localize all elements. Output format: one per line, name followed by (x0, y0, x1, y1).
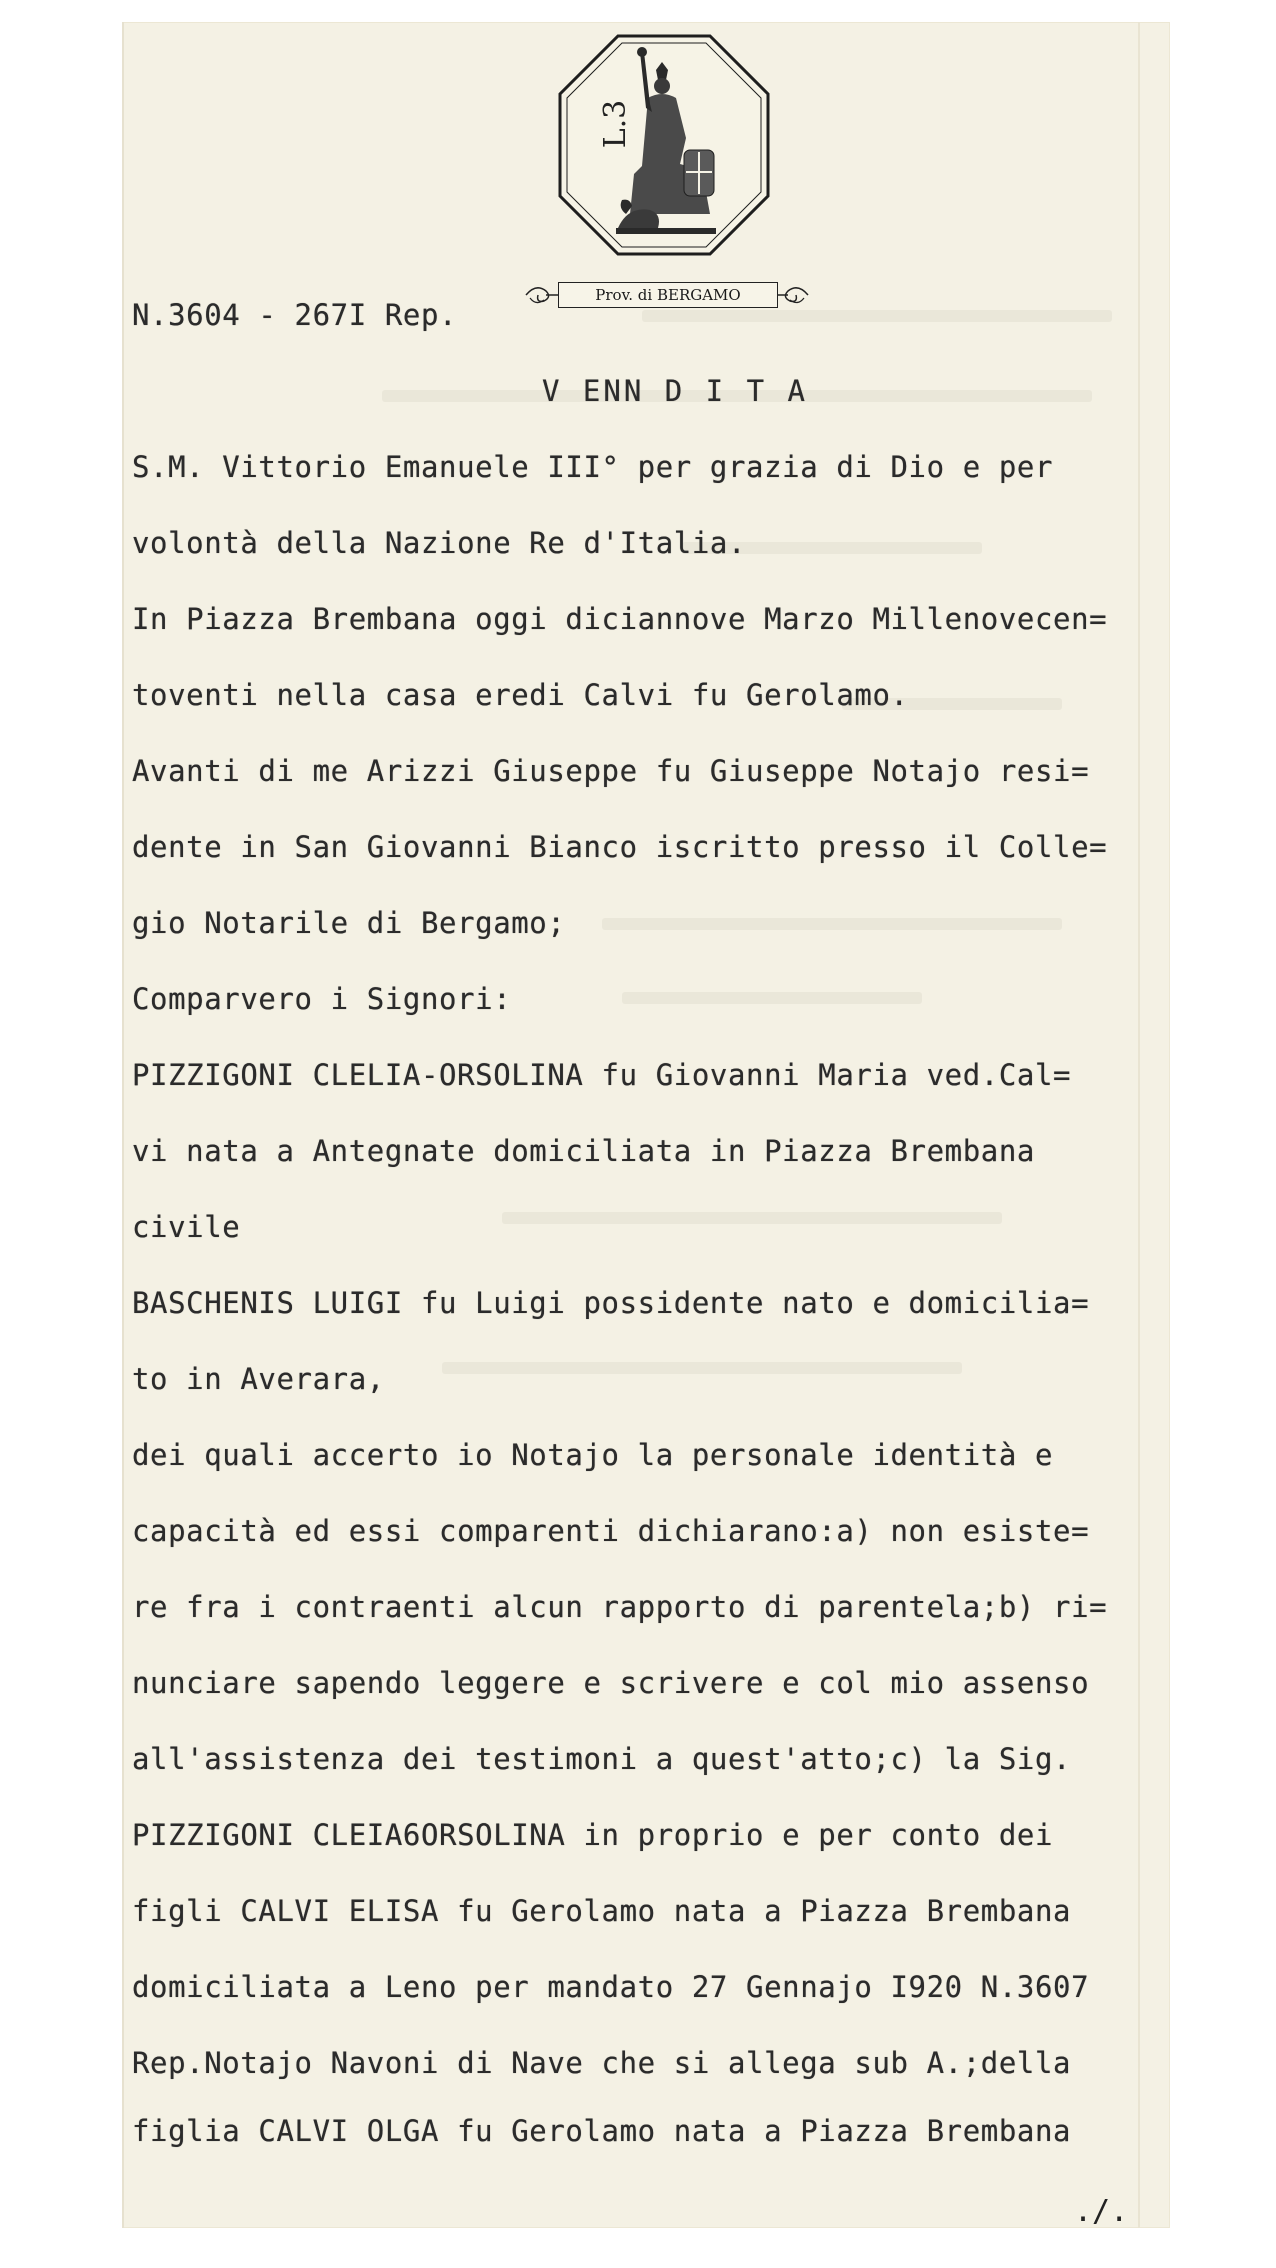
text-line: capacità ed essi comparenti dichiarano:a) non esiste= (132, 1514, 1090, 1548)
text-line: gio Notarile di Bergamo; (132, 906, 566, 940)
text-line: figli CALVI ELISA fu Gerolamo nata a Piazza Brembana (132, 1894, 1072, 1928)
bleed-through-mark (502, 1212, 1002, 1224)
stamp-denomination: L.3 (598, 99, 633, 149)
right-margin-line (1138, 22, 1140, 2228)
text-line: civile (132, 1210, 241, 1244)
continuation-mark: ./. (1074, 2194, 1129, 2229)
text-line: volontà della Nazione Re d'Italia. (132, 526, 747, 560)
italia-allegory-revenue-stamp-icon (556, 32, 772, 258)
text-line: figlia CALVI OLGA fu Gerolamo nata a Piazza Brembana (132, 2114, 1072, 2148)
bleed-through-mark (602, 918, 1062, 930)
bleed-through-mark (622, 992, 922, 1004)
text-line: domiciliata a Leno per mandato 27 Gennajo I920 N.3607 (132, 1970, 1090, 2004)
text-line: nunciare sapendo leggere e scrivere e col mio assenso (132, 1666, 1090, 1700)
document-page (122, 22, 1170, 2228)
bleed-through-mark (442, 1362, 962, 1374)
text-line: all'assistenza dei testimoni a quest'atto;c) la Sig. (132, 1742, 1072, 1776)
text-line: Comparvero i Signori: (132, 982, 512, 1016)
left-margin-line (122, 22, 124, 2228)
document-title: V ENN D I T A (542, 374, 808, 408)
text-line: BASCHENIS LUIGI fu Luigi possidente nato e domicilia= (132, 1286, 1090, 1320)
text-line: vi nata a Antegnate domiciliata in Piazza Brembana (132, 1134, 1035, 1168)
province-text: Prov. di BERGAMO (558, 282, 778, 308)
text-line: Rep.Notajo Navoni di Nave che si allega sub A.;della (132, 2046, 1072, 2080)
text-line: PIZZIGONI CLEIA6ORSOLINA in proprio e per conto dei (132, 1818, 1054, 1852)
province-label (522, 278, 812, 312)
text-line: PIZZIGONI CLELIA-ORSOLINA fu Giovanni Maria ved.Cal= (132, 1058, 1072, 1092)
repertory-number: N.3604 - 267I Rep. (132, 298, 458, 332)
text-line: to in Averara, (132, 1362, 385, 1396)
text-line: re fra i contraenti alcun rapporto di parentela;b) ri= (132, 1590, 1108, 1624)
text-line: dente in San Giovanni Bianco iscritto presso il Colle= (132, 830, 1108, 864)
text-line: Avanti di me Arizzi Giuseppe fu Giuseppe Notajo resi= (132, 754, 1090, 788)
text-line: S.M. Vittorio Emanuele III° per grazia di Dio e per (132, 450, 1054, 484)
text-line: toventi nella casa eredi Calvi fu Gerolamo. (132, 678, 909, 712)
text-line: In Piazza Brembana oggi diciannove Marzo Millenovecen= (132, 602, 1108, 636)
revenue-stamp (556, 32, 772, 258)
text-line: dei quali accerto io Notajo la personale identità e (132, 1438, 1054, 1472)
